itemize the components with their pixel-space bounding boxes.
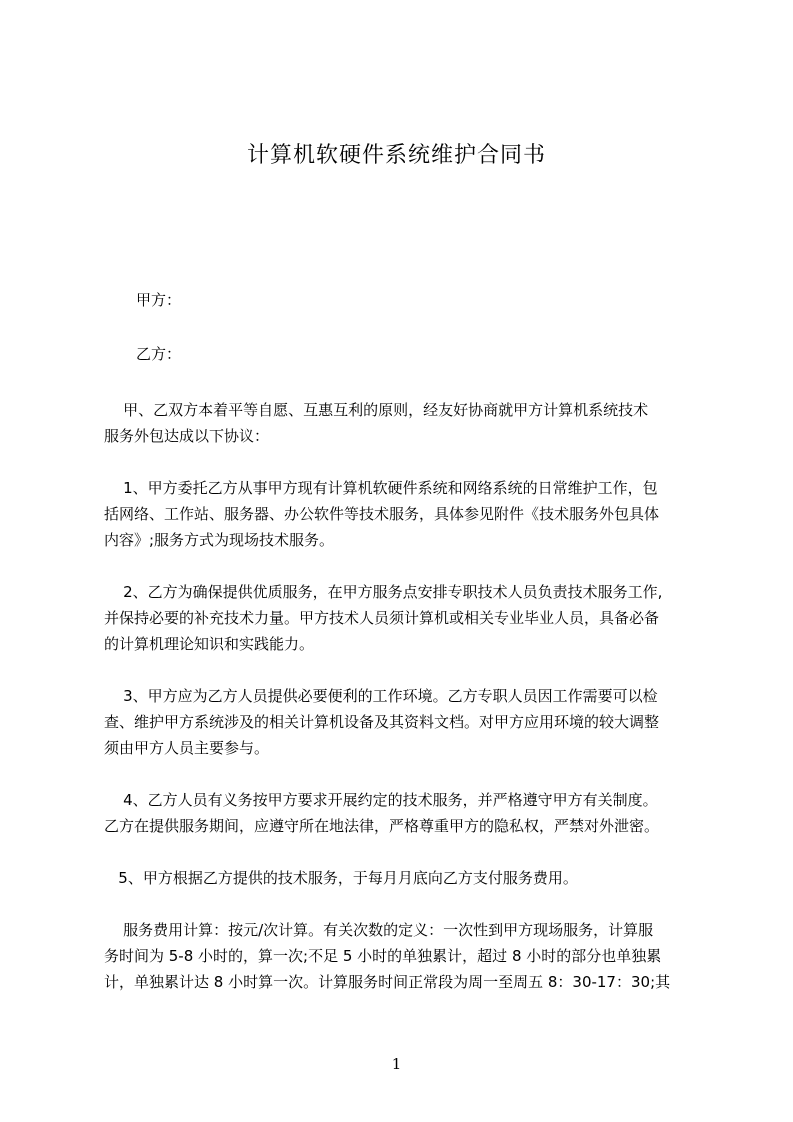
paragraph-line: 甲、乙双方本着平等自愿、互惠互利的原则，经友好协商就甲方计算机系统技术 bbox=[104, 401, 649, 419]
paragraph-line: 计，单独累计达 8 小时算一次。计算服务时间正常段为周一至周五 8：30-17：30;其 bbox=[104, 973, 671, 991]
paragraph-line: 服务费用计算：按元/次计算。有关次数的定义：一次性到甲方现场服务，计算服 bbox=[104, 921, 654, 939]
paragraph-line: 的计算机理论知识和实践能力。 bbox=[104, 635, 315, 653]
paragraph-line: 须由甲方人员主要参与。 bbox=[104, 739, 270, 757]
paragraph-line: 务时间为 5-8 小时的，算一次;不足 5 小时的单独累计，超过 8 小时的部分也单独累 bbox=[104, 947, 662, 965]
paragraph-line: 1、甲方委托乙方从事甲方现有计算机软硬件系统和网络系统的日常维护工作，包 bbox=[104, 479, 658, 497]
paragraph-line: 5、甲方根据乙方提供的技术服务，于每月月底向乙方支付服务费用。 bbox=[104, 869, 578, 887]
paragraph-line: 乙方在提供服务期间，应遵守所在地法律，严格尊重甲方的隐私权，严禁对外泄密。 bbox=[104, 817, 660, 835]
party-a-label: 甲方： bbox=[136, 291, 182, 309]
party-b-label: 乙方： bbox=[136, 345, 182, 363]
paragraph-line: 4、乙方人员有义务按甲方要求开展约定的技术服务，并严格遵守甲方有关制度。 bbox=[104, 791, 658, 809]
paragraph-line: 服务外包达成以下协议： bbox=[104, 427, 270, 445]
paragraph-line: 内容》;服务方式为现场技术服务。 bbox=[104, 531, 335, 549]
paragraph-line: 查、维护甲方系统涉及的相关计算机设备及其资料文档。对甲方应用环境的较大调整 bbox=[104, 713, 660, 731]
page-number: 1 bbox=[391, 1055, 402, 1073]
paragraph-line: 括网络、工作站、服务器、办公软件等技术服务，具体参见附件《技术服务外包具体 bbox=[104, 505, 660, 523]
paragraph-line: 并保持必要的补充技术力量。甲方技术人员须计算机或相关专业毕业人员，具备必备 bbox=[104, 609, 660, 627]
paragraph-line: 2、乙方为确保提供优质服务，在甲方服务点安排专职技术人员负责技术服务工作, bbox=[104, 583, 663, 601]
document-title: 计算机软硬件系统维护合同书 bbox=[246, 143, 546, 168]
paragraph-line: 3、甲方应为乙方人员提供必要便利的工作环境。乙方专职人员因工作需要可以检 bbox=[104, 687, 658, 705]
